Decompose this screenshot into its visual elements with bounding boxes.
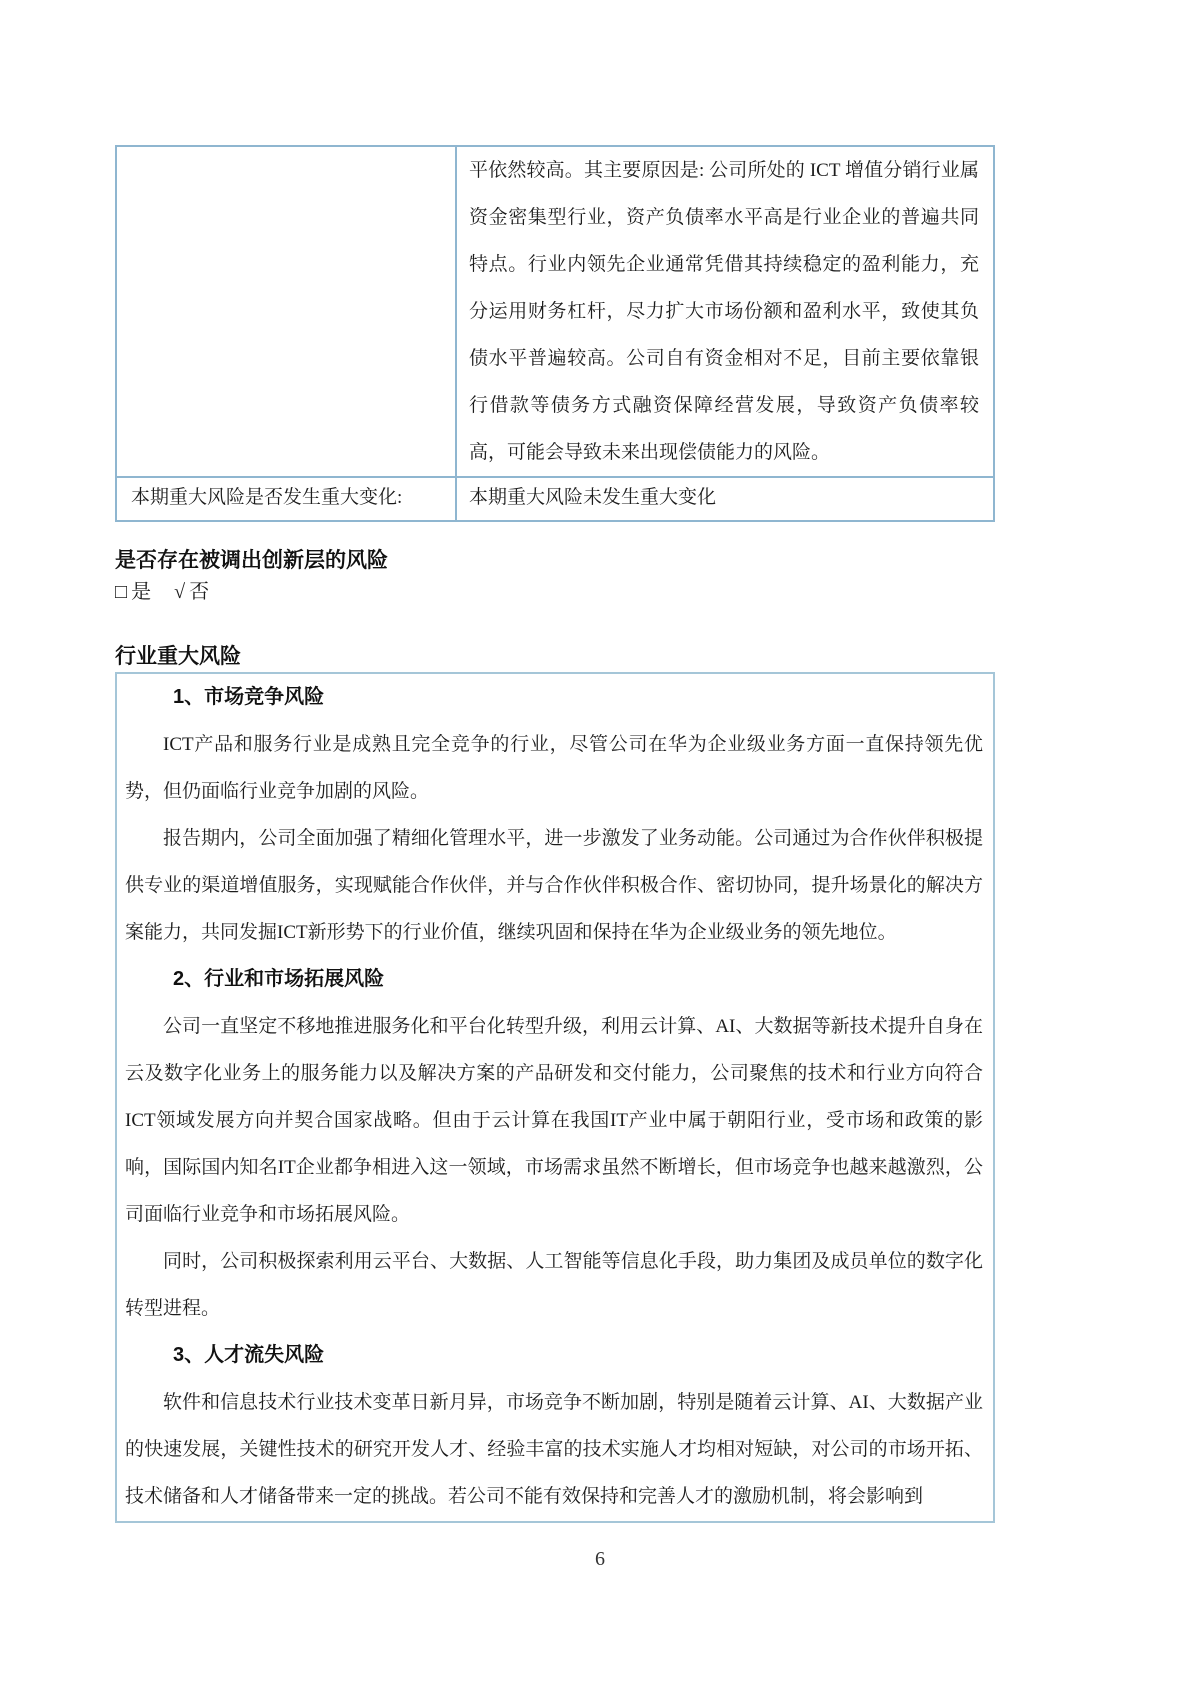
paragraph: 公司一直坚定不移地推进服务化和平台化转型升级，利用云计算、AI、大数据等新技术提升自身在云及数字化业务上的服务能力以及解决方案的产品研发和交付能力，公司聚焦的技术和行业方向符合ICT领域发展方向并契合国家战略。但由于云计算在我国IT产业中属于朝阳行业，受市场和政策的影响，国际国内知名IT企业都争相进入这一领域，市场需求虽然不断增长，但市场竞争也越来越激烈，公司面临行业竞争和市场拓展风险。 <box>125 1016 983 1225</box>
major-risk-table <box>115 145 995 522</box>
paragraph: ICT产品和服务行业是成熟且完全竞争的行业，尽管公司在华为企业级业务方面一直保持领先优势，但仍面临行业竞争加剧的风险。 <box>125 734 983 802</box>
option-yes-label: 是 <box>131 581 152 603</box>
table-row <box>117 476 993 520</box>
section-title-market-expansion: 2、行业和市场拓展风险 <box>173 968 385 990</box>
risk-change-value-cell: 本期重大风险未发生重大变化 <box>469 487 717 508</box>
checkbox-unchecked-icon: □ <box>115 581 128 603</box>
checkmark-icon: √ <box>174 581 186 603</box>
industry-risk-box <box>115 672 995 1523</box>
risk-label-cell-empty <box>117 147 457 476</box>
paragraph: 同时，公司积极探索利用云平台、大数据、人工智能等信息化手段，助力集团及成员单位的数字化转型进程。 <box>125 1251 983 1319</box>
innovation-layer-risk-heading: 是否存在被调出创新层的风险 <box>115 549 388 572</box>
option-no <box>174 581 209 603</box>
section-title-market-competition: 1、市场竞争风险 <box>173 686 325 708</box>
paragraph: 报告期内，公司全面加强了精细化管理水平，进一步激发了业务动能。公司通过为合作伙伴积极提供专业的渠道增值服务，实现赋能合作伙伴，并与合作伙伴积极合作、密切协同，提升场景化的解决方案能力，共同发掘ICT新形势下的行业价值，继续巩固和保持在华为企业级业务的领先地位。 <box>125 828 983 943</box>
paragraph: 软件和信息技术行业技术变革日新月异，市场竞争不断加剧，特别是随着云计算、AI、大数据产业的快速发展，关键性技术的研究开发人才、经验丰富的技术实施人才均相对短缺，对公司的市场开拓、技术储备和人才储备带来一定的挑战。若公司不能有效保持和完善人才的激励机制，将会影响到 <box>125 1392 983 1507</box>
table-row <box>117 147 993 476</box>
risk-change-label-cell: 本期重大风险是否发生重大变化: <box>117 478 457 520</box>
option-yes <box>115 581 156 603</box>
section-title-talent-loss: 3、人才流失风险 <box>173 1344 325 1366</box>
option-no-label: 否 <box>189 581 210 603</box>
industry-risk-heading: 行业重大风险 <box>115 645 241 668</box>
risk-description-cell: 平依然较高。其主要原因是: 公司所处的 ICT 增值分销行业属资金密集型行业，资产负债率水平高是行业企业的普遍共同特点。行业内领先企业通常凭借其持续稳定的盈利能力，充分运用财务杠杆，尽力扩大市场份额和盈利水平，致使其负债水平普遍较高。公司自有资金相对不足，目前主要依靠银行借款等债务方式融资保障经营发展，导致资产负债率较高，可能会导致未来出现偿债能力的风险。 <box>469 160 979 463</box>
innovation-layer-options <box>115 574 227 610</box>
page-number: 6 <box>595 1548 605 1570</box>
